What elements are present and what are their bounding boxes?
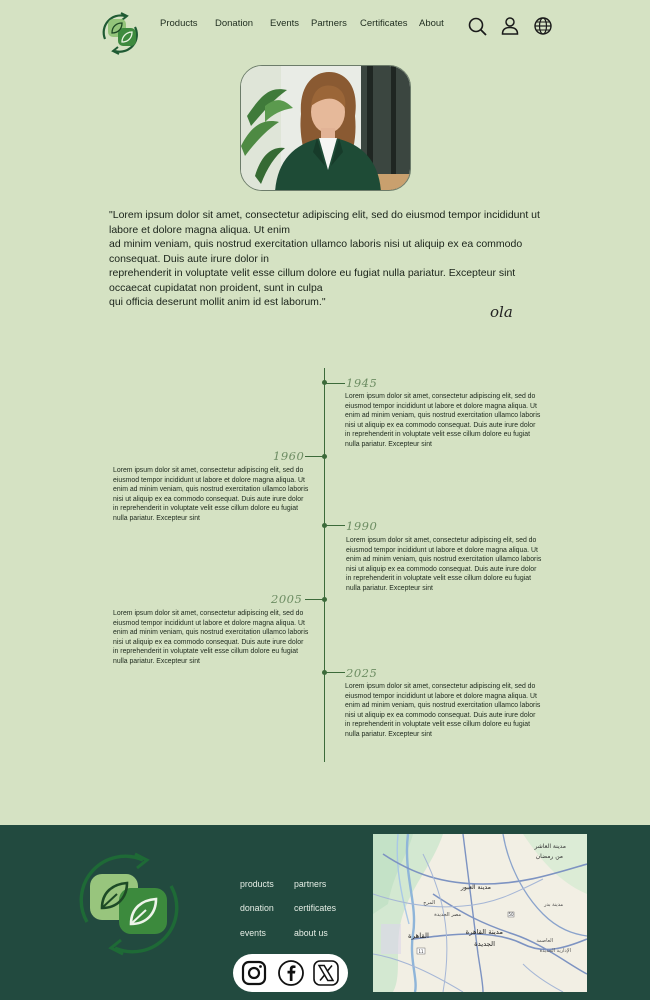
signature: ola bbox=[490, 303, 513, 321]
map-label: من رمضان bbox=[535, 853, 563, 860]
nav-products[interactable]: Products bbox=[160, 18, 198, 29]
timeline-year: 2025 bbox=[346, 666, 378, 680]
map-label: العاصمة bbox=[536, 938, 553, 944]
founder-portrait bbox=[240, 65, 411, 191]
quote-line: ad minim veniam, quis nostrud exercitation ullamco laboris nisi ut aliquip ex ea commodo consequat. Duis aute irure dolor in bbox=[109, 238, 523, 265]
map-label: مدينة بدر bbox=[544, 902, 563, 908]
timeline-text: Lorem ipsum dolor sit amet, consectetur adipiscing elit, sed do eiusmod tempor incididunt ut labore et dolore magna aliqua. Ut enim ad minim veniam, quis nostrud exercitation ullamco laboris nisi ut aliquip ex ea commodo consequat. Duis aute irure dolor in reprehenderit in voluptate velit esse cillum dolore eu fugiat nulla pariatur. Excepteur sint bbox=[113, 610, 309, 665]
timeline-year: 1960 bbox=[273, 449, 305, 463]
footer-logo[interactable] bbox=[73, 850, 185, 958]
x-icon[interactable] bbox=[312, 959, 340, 987]
nav-icons bbox=[466, 15, 556, 39]
testimonial-quote bbox=[109, 208, 549, 310]
quote-line: qui officia deserunt mollit anim id est laborum." bbox=[109, 296, 326, 308]
location-map[interactable] bbox=[373, 834, 587, 992]
timeline-text: Lorem ipsum dolor sit amet, consectetur adipiscing elit, sed do eiusmod tempor incididunt ut labore et dolore magna aliqua. Ut enim ad minim veniam, quis nostrud exercitation ullamco laboris nisi ut aliquip ex ea commodo consequat. Duis aute irure dolor in reprehenderit in voluptate velit esse cillum dolore eu fugiat nulla pariatur. Excepteur sint bbox=[345, 393, 541, 448]
timeline-year: 2005 bbox=[271, 592, 303, 606]
nav-certificates[interactable]: Certificates bbox=[360, 18, 408, 29]
nav-events[interactable]: Events bbox=[270, 18, 300, 29]
map-label: 50 bbox=[508, 912, 514, 917]
footer-link-donation[interactable]: donation bbox=[240, 903, 274, 913]
timeline-tick bbox=[325, 525, 345, 526]
map-label: مدينة القاهرة bbox=[465, 928, 503, 936]
user-icon[interactable] bbox=[499, 15, 521, 37]
footer-link-events[interactable]: events bbox=[240, 928, 266, 938]
globe-icon[interactable] bbox=[532, 15, 554, 37]
map-label: المرج bbox=[423, 900, 435, 906]
timeline-year: 1945 bbox=[346, 376, 378, 390]
timeline-text: Lorem ipsum dolor sit amet, consectetur adipiscing elit, sed do eiusmod tempor incididunt ut labore et dolore magna aliqua. Ut enim ad minim veniam, quis nostrud exercitation ullamco laboris nisi ut aliquip ex ea commodo consequat. Duis aute irure dolor in reprehenderit in voluptate velit esse cillum dolore eu fugiat nulla pariatur. Excepteur sint bbox=[346, 537, 542, 592]
timeline-year: 1990 bbox=[346, 519, 378, 533]
timeline-text: Lorem ipsum dolor sit amet, consectetur adipiscing elit, sed do eiusmod tempor incididunt ut labore et dolore magna aliqua. Ut enim ad minim veniam, quis nostrud exercitation ullamco laboris nisi ut aliquip ex ea commodo consequat. Duis aute irure dolor in reprehenderit in voluptate velit esse cillum dolore eu fugiat nulla pariatur. Excepteur sint bbox=[345, 683, 541, 738]
map-label: مصر الجديدة bbox=[434, 912, 461, 918]
map-label: الإدارية الجديدة bbox=[539, 948, 571, 954]
social-links bbox=[233, 954, 348, 992]
quote-line: "Lorem ipsum dolor sit amet, consectetur adipiscing elit, sed do eiusmod tempor incididunt ut labore et dolore magna aliqua. Ut enim bbox=[109, 209, 540, 236]
facebook-icon[interactable] bbox=[277, 959, 305, 987]
instagram-icon[interactable] bbox=[240, 959, 268, 987]
footer-link-products[interactable]: products bbox=[240, 879, 274, 889]
timeline-axis bbox=[324, 368, 325, 762]
map-label: الجديدة bbox=[474, 940, 495, 948]
nav-donation[interactable]: Donation bbox=[215, 18, 254, 29]
timeline-tick bbox=[325, 672, 345, 673]
map-label: مدينة العبور bbox=[460, 884, 491, 891]
footer-link-partners[interactable]: partners bbox=[294, 879, 327, 889]
logo[interactable] bbox=[97, 9, 143, 57]
map-label: 11 bbox=[418, 949, 424, 954]
map-label: القاهرة bbox=[408, 932, 429, 940]
nav-partners[interactable]: Partners bbox=[311, 18, 347, 29]
timeline-tick bbox=[305, 456, 324, 457]
nav-about[interactable]: About bbox=[419, 18, 444, 29]
timeline-tick bbox=[305, 599, 324, 600]
quote-line: reprehenderit in voluptate velit esse cillum dolore eu fugiat nulla pariatur. Excepteur sint occaecat cupidatat non proident, sunt in culpa bbox=[109, 267, 516, 294]
timeline-tick bbox=[325, 383, 345, 384]
footer-link-certificates[interactable]: certificates bbox=[294, 903, 337, 913]
footer-link-about[interactable]: about us bbox=[294, 928, 328, 938]
map-label: مدينة العاشر bbox=[534, 843, 566, 850]
timeline-text: Lorem ipsum dolor sit amet, consectetur adipiscing elit, sed do eiusmod tempor incididunt ut labore et dolore magna aliqua. Ut enim ad minim veniam, quis nostrud exercitation ullamco laboris nisi ut aliquip ex ea commodo consequat. Duis aute irure dolor in reprehenderit in voluptate velit esse cillum dolore eu fugiat nulla pariatur. Excepteur sint bbox=[113, 467, 309, 522]
search-icon[interactable] bbox=[466, 15, 488, 37]
